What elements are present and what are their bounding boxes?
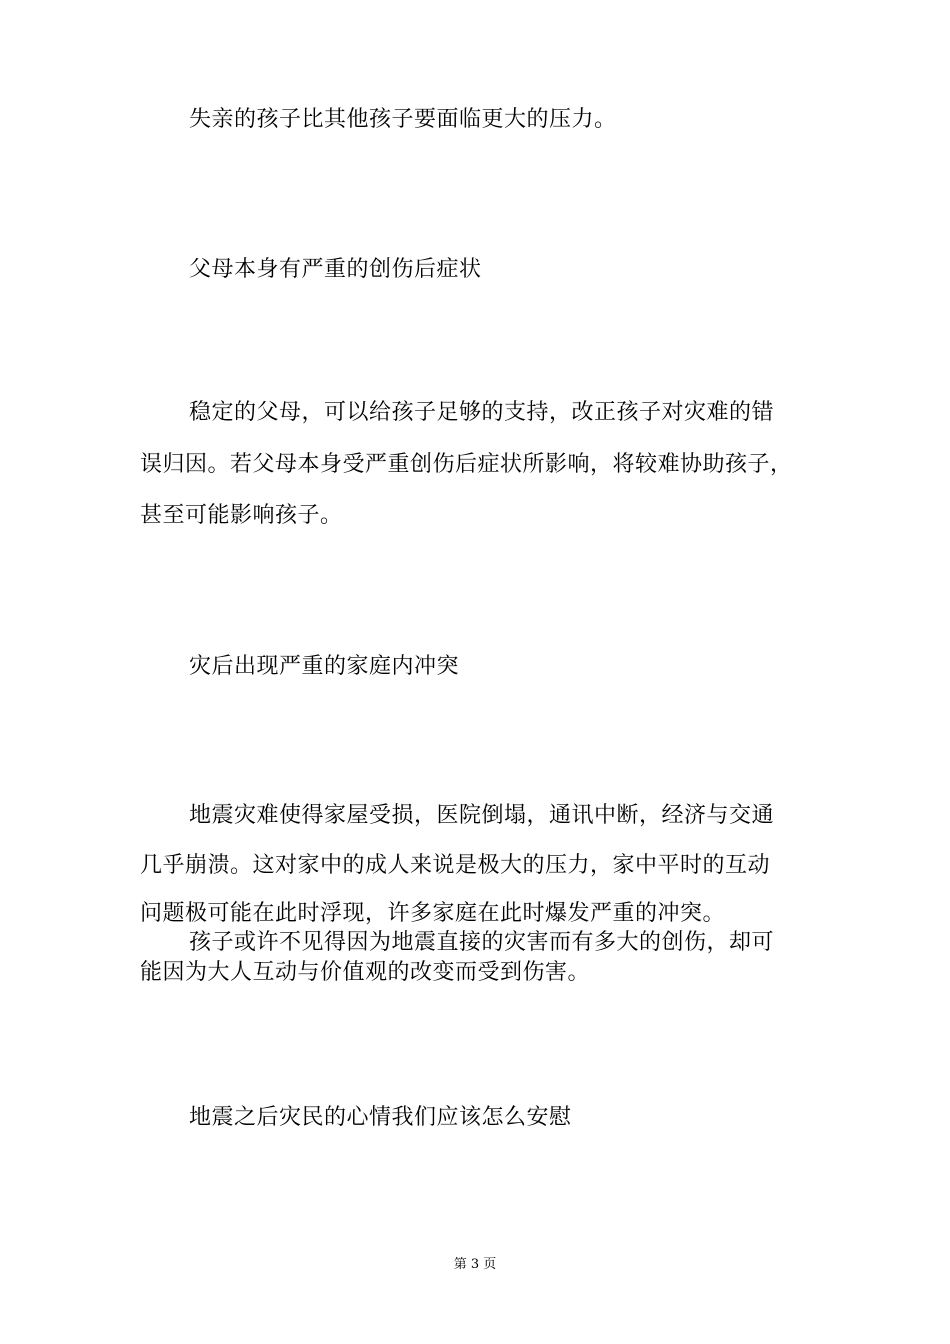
paragraph-line: 地震灾难使得家屋受损，医院倒塌，通讯中断，经济与交通: [189, 803, 775, 828]
paragraph-line: 误归因。若父母本身受严重创伤后症状所影响，将较难协助孩子，: [140, 452, 793, 477]
paragraph-line: 孩子或许不见得因为地震直接的灾害而有多大的创伤，却可: [189, 930, 775, 955]
section-heading: 灾后出现严重的家庭内冲突: [189, 654, 460, 679]
paragraph-line: 几乎崩溃。这对家中的成人来说是极大的压力，家中平时的互动: [140, 853, 771, 878]
paragraph-line: 失亲的孩子比其他孩子要面临更大的压力。: [189, 107, 617, 132]
paragraph-line: 能因为大人互动与价值观的改变而受到伤害。: [140, 960, 591, 985]
paragraph-line: 甚至可能影响孩子。: [140, 503, 343, 528]
section-heading: 地震之后灾民的心情我们应该怎么安慰: [189, 1105, 572, 1130]
paragraph-line: 稳定的父母，可以给孩子足够的支持，改正孩子对灾难的错: [189, 400, 775, 425]
section-heading: 父母本身有严重的创伤后症状: [189, 257, 482, 282]
paragraph-line: 问题极可能在此时浮现，许多家庭在此时爆发严重的冲突。: [140, 901, 726, 926]
page-number: 第 3 页: [453, 1257, 497, 1272]
